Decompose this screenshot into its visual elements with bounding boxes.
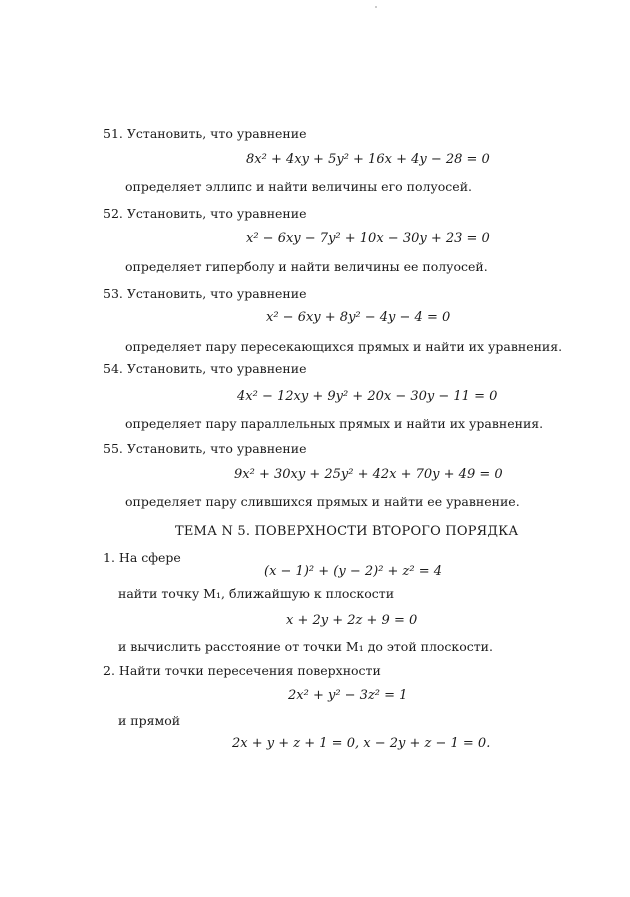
problem-number: 51. [103, 126, 123, 141]
scan-speck [375, 6, 377, 8]
problem-54-intro [103, 361, 306, 376]
problem-b2-equation-surface: 2x² + y² − 3z² = 1 [288, 688, 408, 703]
problem-b1-equation-plane: x + 2y + 2z + 9 = 0 [286, 613, 418, 628]
problem-text: Установить, что уравнение [126, 286, 307, 301]
problem-number: 53. [103, 286, 123, 301]
problem-55-conclusion: определяет пару слившихся прямых и найти ее уравнение. [125, 494, 520, 509]
problem-b1-equation-sphere: (x − 1)² + (y − 2)² + z² = 4 [264, 564, 443, 579]
problem-text: Установить, что уравнение [126, 441, 307, 456]
problem-b2-equation-line: 2x + y + z + 1 = 0, x − 2y + z − 1 = 0. [232, 736, 491, 751]
problem-53-intro [103, 286, 306, 301]
problem-53-conclusion: определяет пару пересекающихся прямых и найти их уравнения. [125, 339, 563, 354]
problem-number: 55. [103, 441, 123, 456]
section-heading: ТЕМА N 5. ПОВЕРХНОСТИ ВТОРОГО ПОРЯДКА [175, 524, 519, 539]
problem-55-equation: 9x² + 30xy + 25y² + 42x + 70y + 49 = 0 [234, 467, 503, 482]
problem-51-equation: 8x² + 4xy + 5y² + 16x + 4y − 28 = 0 [246, 152, 490, 167]
problem-54-equation: 4x² − 12xy + 9y² + 20x − 30y − 11 = 0 [237, 389, 498, 404]
problem-text: Установить, что уравнение [126, 126, 307, 141]
problem-text: Установить, что уравнение [126, 206, 307, 221]
problem-number: 2. [103, 663, 115, 678]
problem-b1-middle: найти точку M₁, ближайшую к плоскости [118, 586, 395, 601]
problem-b2-intro [103, 663, 381, 678]
problem-54-conclusion: определяет пару параллельных прямых и найти их уравнения. [125, 416, 544, 431]
problem-53-equation: x² − 6xy + 8y² − 4y − 4 = 0 [266, 310, 451, 325]
problem-number: 54. [103, 361, 123, 376]
problem-51-conclusion: определяет эллипс и найти величины его полуосей. [125, 179, 473, 194]
problem-51-intro [103, 126, 306, 141]
problem-52-equation: x² − 6xy − 7y² + 10x − 30y + 23 = 0 [246, 231, 490, 246]
problem-52-conclusion: определяет гиперболу и найти величины ее полуосей. [125, 259, 488, 274]
problem-number: 1. [103, 550, 115, 565]
problem-52-intro [103, 206, 306, 221]
problem-55-intro [103, 441, 306, 456]
problem-b1-intro [103, 550, 181, 565]
problem-b2-middle: и прямой [118, 713, 181, 728]
problem-b1-conclusion: и вычислить расстояние от точки M₁ до этой плоскости. [118, 639, 493, 654]
problem-number: 52. [103, 206, 123, 221]
problem-text: Найти точки пересечения поверхности [118, 663, 381, 678]
problem-text: На сфере [118, 550, 181, 565]
problem-text: Установить, что уравнение [126, 361, 307, 376]
